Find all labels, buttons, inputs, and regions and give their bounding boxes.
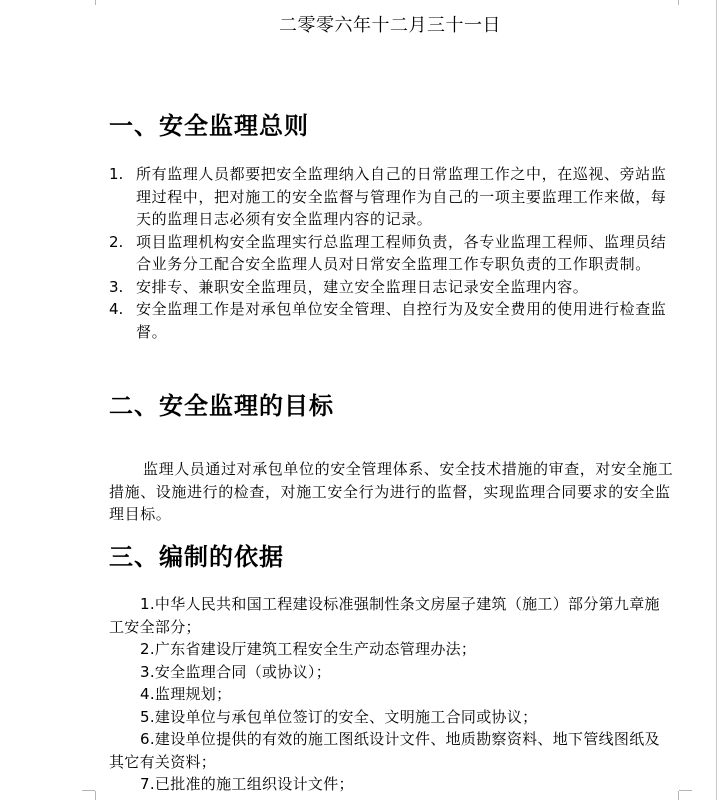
list-item-number: 1. <box>109 165 124 183</box>
section-heading-general-rules: 一、安全监理总则 <box>109 111 309 140</box>
margin-mark-bottom-right-h <box>679 790 692 791</box>
basis-item: 6.建设单位提供的有效的施工图纸设计文件、地质勘察资料、地下管线图纸及其它有关资料； <box>109 730 660 771</box>
basis-item: 3.安全监理合同（或协议）； <box>140 662 332 681</box>
margin-mark-top-right <box>678 0 679 5</box>
margin-mark-top-left <box>95 0 96 5</box>
section-heading-objectives: 二、安全监理的目标 <box>109 391 334 420</box>
margin-mark-bottom-right <box>678 791 679 800</box>
list-item-number: 2. <box>109 232 124 251</box>
list-item-text: 安全监理工作是对承包单位安全管理、自控行为及安全费用的使用进行检查监督。 <box>136 300 667 341</box>
margin-mark-bottom-left-h <box>82 790 95 791</box>
margin-mark-bottom-left <box>95 791 96 800</box>
document-date: 二零零六年十二月三十一日 <box>279 15 501 36</box>
list-item-text: 所有监理人员都要把安全监理纳入自己的日常监理工作之中，在巡视、旁站监理过程中，把对施工的安全监督与管理作为自己的一项主要监理工作来做，每天的监理日志必须有安全监理内容的记录。 <box>136 165 667 228</box>
list-item-number: 4. <box>109 300 124 318</box>
list-item <box>109 163 674 231</box>
list-item <box>109 276 674 299</box>
basis-item: 1.中华人民共和国工程建设标准强制性条文房屋子建筑（施工）部分第九章施工安全部分； <box>109 595 660 636</box>
list-item-number: 3. <box>109 277 124 296</box>
basis-list <box>109 593 674 796</box>
list-item <box>109 298 674 343</box>
basis-item: 7.已批准的施工组织设计文件； <box>140 775 354 793</box>
list-item-text: 安排专、兼职安全监理员，建立安全监理日志记录安全监理内容。 <box>136 277 589 296</box>
list-item-text: 项目监理机构安全监理实行总监理工程师负责，各专业监理工程师、监理员结合业务分工配合安全监理人员对日常安全监理工作专职负责的工作职责制。 <box>136 232 667 273</box>
basis-item: 2.广东省建设厅建筑工程安全生产动态管理办法； <box>140 640 477 658</box>
objectives-paragraph: 监理人员通过对承包单位的安全管理体系、安全技术措施的审查，对安全施工措施、设施进行的检查，对施工安全行为进行的监督，实现监理合同要求的安全监理目标。 <box>109 460 674 523</box>
list-item <box>109 231 674 276</box>
general-rules-list <box>109 163 674 343</box>
basis-item: 5.建设单位与承包单位签订的安全、文明施工合同或协议； <box>140 707 538 726</box>
basis-item: 4.监理规划； <box>140 685 232 703</box>
section-heading-basis: 三、编制的依据 <box>109 542 284 571</box>
